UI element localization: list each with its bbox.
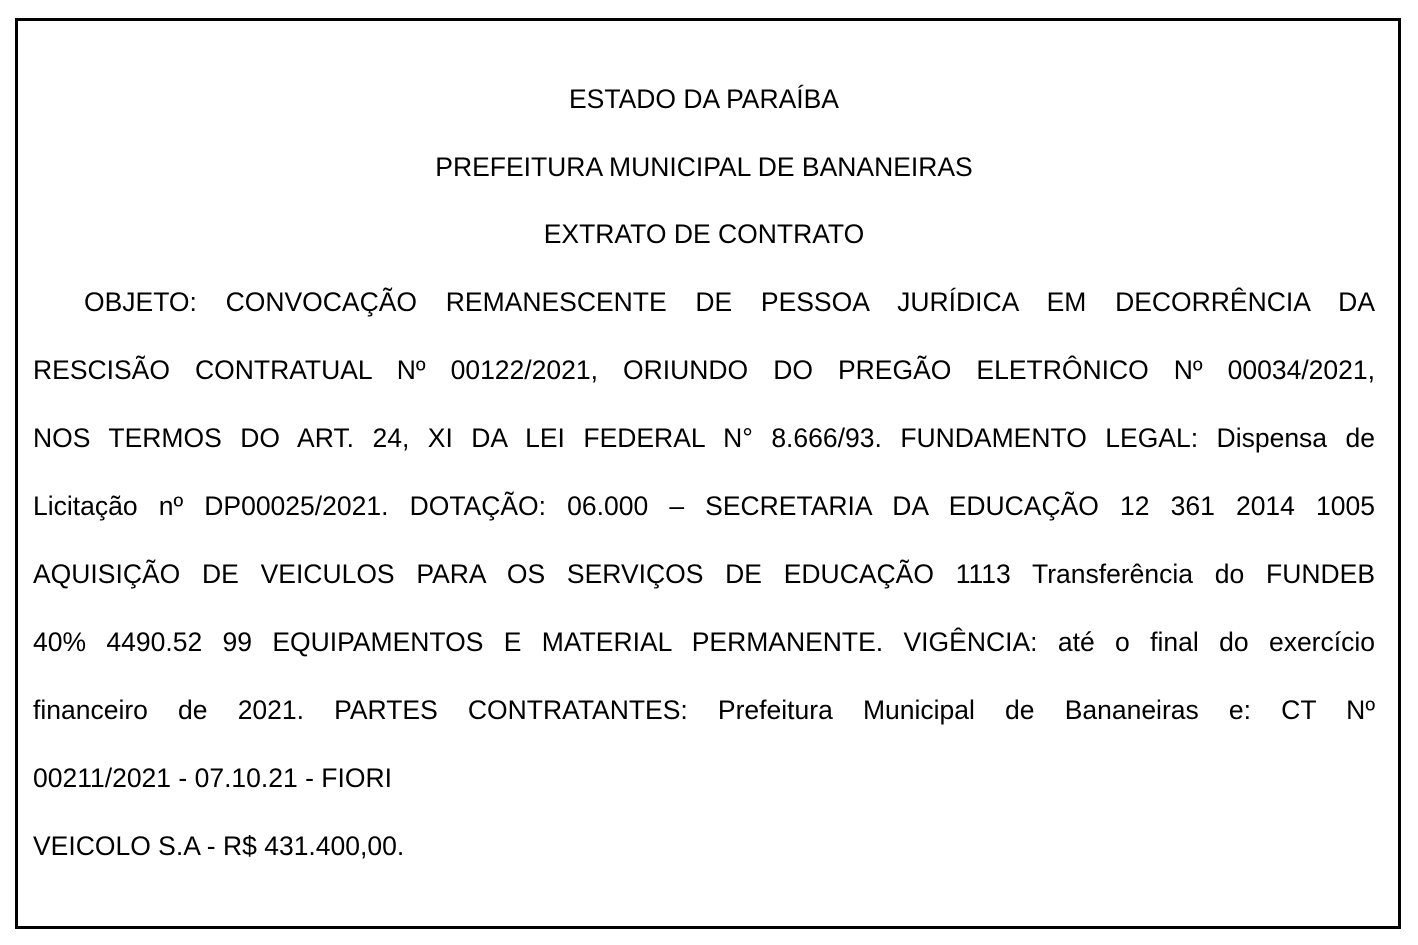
body-line: 00211/2021 - 07.10.21 - FIORI xyxy=(33,762,392,793)
body-line: OBJETO: CONVOCAÇÃO REMANESCENTE DE PESSOA JURÍDICA EM DECORRÊNCIA DA xyxy=(84,286,1375,317)
body-line: NOS TERMOS DO ART. 24, XI DA LEI FEDERAL N° 8.666/93. FUNDAMENTO LEGAL: Dispensa de xyxy=(33,422,1375,453)
contract-extract xyxy=(33,78,1375,867)
heading-state: ESTADO DA PARAÍBA xyxy=(569,84,839,114)
heading-document-type: EXTRATO DE CONTRATO xyxy=(543,219,865,249)
heading-prefecture: PREFEITURA MUNICIPAL DE BANANEIRAS xyxy=(435,151,973,182)
body-line: RESCISÃO CONTRATUAL Nº 00122/2021, ORIUNDO DO PREGÃO ELETRÔNICO Nº 00034/2021, xyxy=(33,354,1375,385)
body-line: financeiro de 2021. PARTES CONTRATANTES: Prefeitura Municipal de Bananeiras e: CT Nº xyxy=(33,694,1375,725)
body-line: AQUISIÇÃO DE VEICULOS PARA OS SERVIÇOS DE EDUCAÇÃO 1113 Transferência do FUNDEB xyxy=(33,558,1375,589)
body-line: 40% 4490.52 99 EQUIPAMENTOS E MATERIAL PERMANENTE. VIGÊNCIA: até o final do exercício xyxy=(33,626,1375,657)
body-line: VEICOLO S.A - R$ 431.400,00. xyxy=(33,830,405,861)
body-line: Licitação nº DP00025/2021. DOTAÇÃO: 06.000 – SECRETARIA DA EDUCAÇÃO 12 361 2014 1005 xyxy=(33,490,1375,521)
